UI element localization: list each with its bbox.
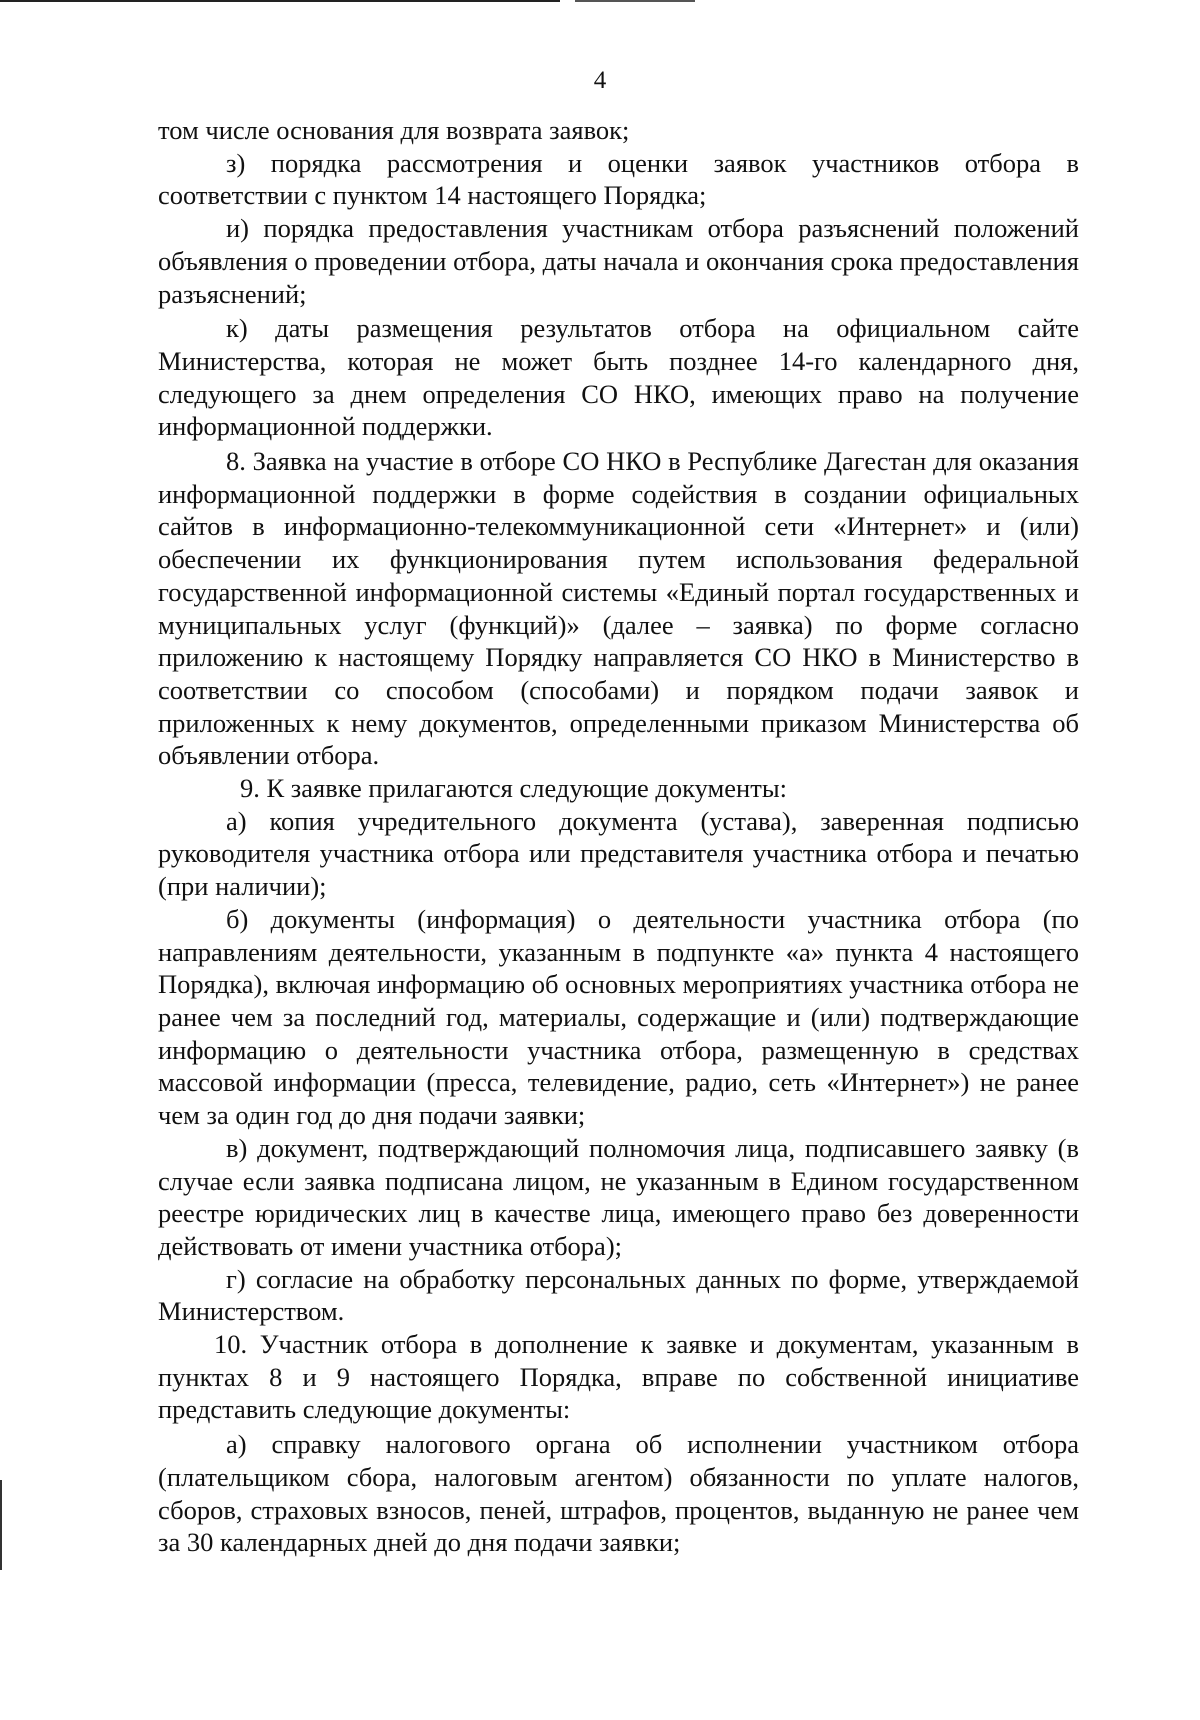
document-body <box>158 114 1079 1559</box>
paragraph-item-g: г) согласие на обработку персональных данных по форме, утверждаемой Министерством. <box>158 1263 1079 1327</box>
paragraph-item-a: а) копия учредительного документа (устава), заверенная подписью руководителя участника отбора или представителя участника отбора и печатью (при наличии); <box>158 805 1079 902</box>
scan-edge-line <box>0 0 560 2</box>
scan-edge-line <box>575 0 695 2</box>
paragraph-item-i: и) порядка предоставления участникам отбора разъяснений положений объявления о проведении отбора, даты начала и окончания срока предоставления разъяснений; <box>158 213 1079 309</box>
scan-edge-mark <box>0 1480 2 1570</box>
paragraph-section-8: 8. Заявка на участие в отборе СО НКО в Республике Дагестан для оказания информационной поддержки в форме содействия в создании официальных сайтов в информационно-телекоммуникационной сети «Интернет» и (или) обеспечении их функционирования путем использования федеральной государственной информационной системы «Единый портал государственных и муниципальных услуг (функций)» (далее – заявка) по форме согласно приложению к настоящему Порядку направляется СО НКО в Министерство в соответствии со способом (способами) и порядком подачи заявок и приложенных к нему документов, определенными приказом Министерства об объявлении отбора. <box>158 446 1079 771</box>
paragraph-section-9: 9. К заявке прилагаются следующие документы: <box>240 773 787 804</box>
paragraph-item-b: б) документы (информация) о деятельности участника отбора (по направлениям деятельности, указанным в подпункте «а» пункта 4 настоящего Порядка), включая информацию об основных мероприятиях участника отбора не ранее чем за последний год, материалы, содержащие и (или) подтверждающие информацию о деятельности участника отбора, размещенную в средствах массовой информации (пресса, телевидение, радио, сеть «Интернет») не ранее чем за один год до дня подачи заявки; <box>158 903 1079 1131</box>
paragraph-section-10: 10. Участник отбора в дополнение к заявке и документам, указанным в пунктах 8 и 9 настоящего Порядка, вправе по собственной инициативе представить следующие документы: <box>158 1329 1079 1425</box>
paragraph-continuation: том числе основания для возврата заявок; <box>158 115 630 145</box>
paragraph-item-z: з) порядка рассмотрения и оценки заявок участников отбора в соответствии с пунктом 14 настоящего Порядка; <box>158 147 1079 211</box>
paragraph-item-a-tax: а) справку налогового органа об исполнении участником отбора (плательщиком сбора, налоговым агентом) обязанности по уплате налогов, сборов, страховых взносов, пеней, штрафов, процентов, выданную не ранее чем за 30 календарных дней до дня подачи заявки; <box>158 1429 1079 1558</box>
page-number: 4 <box>593 67 607 94</box>
paragraph-item-k: к) даты размещения результатов отбора на официальном сайте Министерства, которая не может быть позднее 14-го календарного дня, следующего за днем определения СО НКО, имеющих право на получение информационной поддержки. <box>158 313 1079 442</box>
paragraph-item-v: в) документ, подтверждающий полномочия лица, подписавшего заявку (в случае если заявка подписана лицом, не указанным в Едином государственном реестре юридических лиц в качестве лица, имеющего право без доверенности действовать от имени участника отбора); <box>158 1132 1079 1261</box>
